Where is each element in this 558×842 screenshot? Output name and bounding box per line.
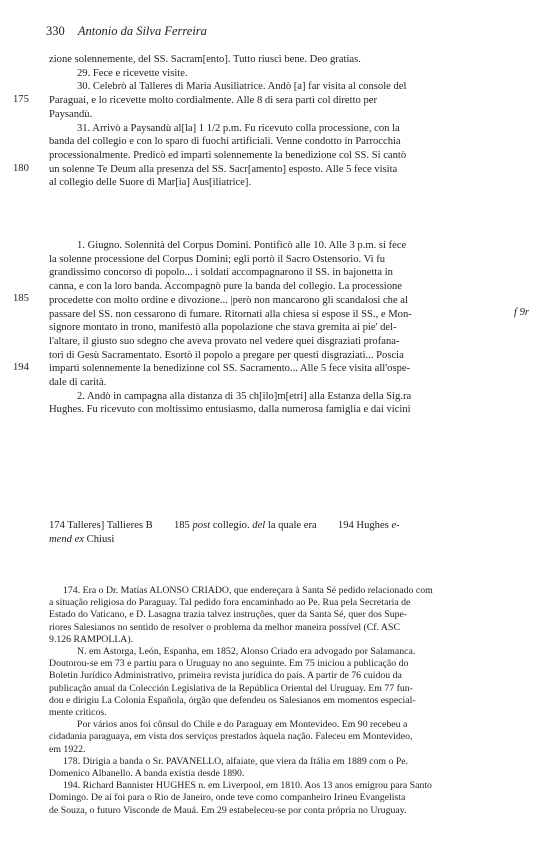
text-line: processionalmente. Predicò ed impartì solennemente la benedizione col SS. Si cantò [49, 149, 407, 161]
text-line: al collegio delle Suore di Mar[ia] Aus[iliatrice]. [49, 177, 252, 189]
running-head-author: Antonio da Silva Ferreira [77, 24, 207, 38]
note-line: de Souza, o futuro Visconde de Mauá. Em 29 estabeleceu-se por conta própria no Uruguay. [49, 804, 407, 816]
note-line: Domenico Albanello. A banda existia desde 1890. [49, 768, 245, 780]
note-line: 178. Dirigia a banda o Sr. PAVANELLO, alfaiate, que viera da Itália em 1889 com o Pe. [63, 755, 409, 767]
note-line: Domingo. De aí foi para o Rio de Janeiro, onde teve como companheiro Irineu Evangelista [49, 792, 406, 804]
note-line: Por vários anos foi cônsul do Chile e do Paraguay em Montevideo. Em 90 recebeu a [77, 719, 408, 731]
margin-line-number: 175 [13, 94, 29, 105]
text-line: 2. Andò in campagna alla distanza di 35 ch[ilo]m[etri] alla Estanza della Sig.ra [77, 390, 412, 402]
note-line: 9.126 RAMPOLLA). [49, 633, 134, 645]
margin-folio-mark: f 9r [514, 307, 530, 318]
text-line: 30. Celebrò al Talleres di Maria Ausiliatrice. Andò [a] far visita al console del [77, 81, 407, 93]
note-line: a situação religiosa do Paraguay. Tal pedido fora encaminhado ao Pe. Rua pela Secretaria de [49, 597, 411, 609]
margin-line-number: 194 [13, 362, 29, 373]
text-line: 29. Fece e ricevette visite. [77, 67, 188, 79]
text-line: dale di carità. [49, 377, 107, 389]
text-line: Hughes. Fu ricevuto con moltissimo entusiasmo, dalla numerosa famiglia e dai vicini [49, 404, 411, 416]
text-line: tori di Gesù Sacramentato. Esortò il popolo a pregare per questi disgraziati... Poscia [49, 349, 404, 361]
note-line: Boletin Jurídico Administrativo, primeira revista jurídica do país. A partir de 76 cuidou da [49, 670, 402, 682]
note-line: Estado do Vaticano, e D. Lasagna trazia talvez instruções, quer da Santa Sé, quer dos Supe- [49, 609, 408, 621]
note-line: dou e dirigiu La Colonia Española, órgão que defendeu os Salesianos em momentos especial- [49, 694, 416, 706]
page-header [46, 24, 207, 39]
main-text-block-2 [49, 239, 511, 417]
note-line: Doutorou-se em 73 e partiu para o Uruguay no ano seguinte. Em 75 iniciou a publicação do [49, 658, 409, 670]
note-line: 174. Era o Dr. Matías ALONSO CRIADO, que endereçara à Santa Sé pedido relacionado com [63, 585, 433, 596]
main-text-block-1 [49, 53, 511, 190]
apparatus-line [49, 519, 519, 533]
note-line: 194. Richard Bannister HUGHES n. em Liverpool, em 1810. Aos 13 anos emigrou para Santo [63, 780, 432, 792]
text-line: impartì solennemente la benedizione col SS. Sacramento... Alle 5 fece visita all'ospe- [49, 363, 411, 375]
note-line: riores Salesianos no sentido de resolver o problema da melhor maneira possível (Cf. ASC [49, 621, 400, 633]
text-line: Paysandù. [49, 108, 93, 120]
note-line: em 1922. [49, 743, 86, 755]
footnotes [49, 585, 519, 817]
text-line: canna, e con la loro banda. Accompagnò pure la banda del collegio. La processione [49, 281, 402, 293]
text-line: procedette con molto ordine e divozione... |però non mancarono gli scandalosi che al [49, 294, 408, 306]
text-line: passare del SS. non cessarono di fumare. Ritornati alla chiesa si espose il SS., e Mon- [49, 308, 412, 320]
apparatus-entry-174: 174 Talleres] Tallieres B [49, 520, 153, 531]
text-line: un solenne Te Deum alla presenza del SS. Sacr[amento] esposto. Alle 5 fece visita [49, 163, 398, 175]
text-line: la solenne processione del Corpus Domini; egli portò il Sacro Ostensorio. Vi fu [49, 253, 386, 265]
text-line: 1. Giugno. Solennità del Corpus Domini. Pontificò alle 10. Alle 3 p.m. si fece [77, 240, 407, 251]
margin-line-number: 185 [13, 293, 29, 304]
note-line: publicação anual da Colección Legislativa de la República Oriental del Uruguay. Em 77 fun- [49, 682, 413, 694]
text-line: signore montato in trono, manifestò alla popolazione che stava gremita ai pie' del- [49, 322, 397, 334]
apparatus-entry-194: 194 Hughes e- [337, 520, 400, 531]
note-line: cidadania paraguaya, em vista dos serviços prestados àquela nação. Faleceu em Montevideo, [49, 731, 413, 743]
apparatus-line: mend ex Chiusi [49, 533, 115, 545]
apparatus-entry-185: 185 post collegio. del la quale era [173, 520, 317, 531]
critical-apparatus [49, 519, 519, 546]
page-number: 330 [46, 24, 65, 38]
margin-line-number: 180 [13, 163, 29, 174]
text-line: grandissimo concorso di popolo... i soldati accompagnarono il SS. in bajonetta in [49, 267, 393, 279]
note-line: mente críticos. [49, 707, 107, 719]
text-line: 31. Arrivò a Paysandù al[la] 1 1/2 p.m. Fu ricevuto colla processione, con la [77, 122, 400, 134]
text-line: zione solennemente, del SS. Sacram[ento]. Tutto riuscì bene. Deo gratias. [49, 54, 361, 65]
text-line: Paraguai, e lo ricevette molto cordialmente. Alle 8 di sera partì col diretto per [49, 95, 377, 107]
note-line: N. em Astorga, León, Espanha, em 1852, Alonso Criado era advogado por Salamanca. [77, 646, 416, 658]
text-line: banda del collegio e con lo sparo di fuochi artificiali. Venne condotto in Parrocchia [49, 136, 401, 148]
text-line: l'altare, il giusto suo sdegno che aveva provato nel vedere quei disgraziati profana- [49, 335, 400, 347]
